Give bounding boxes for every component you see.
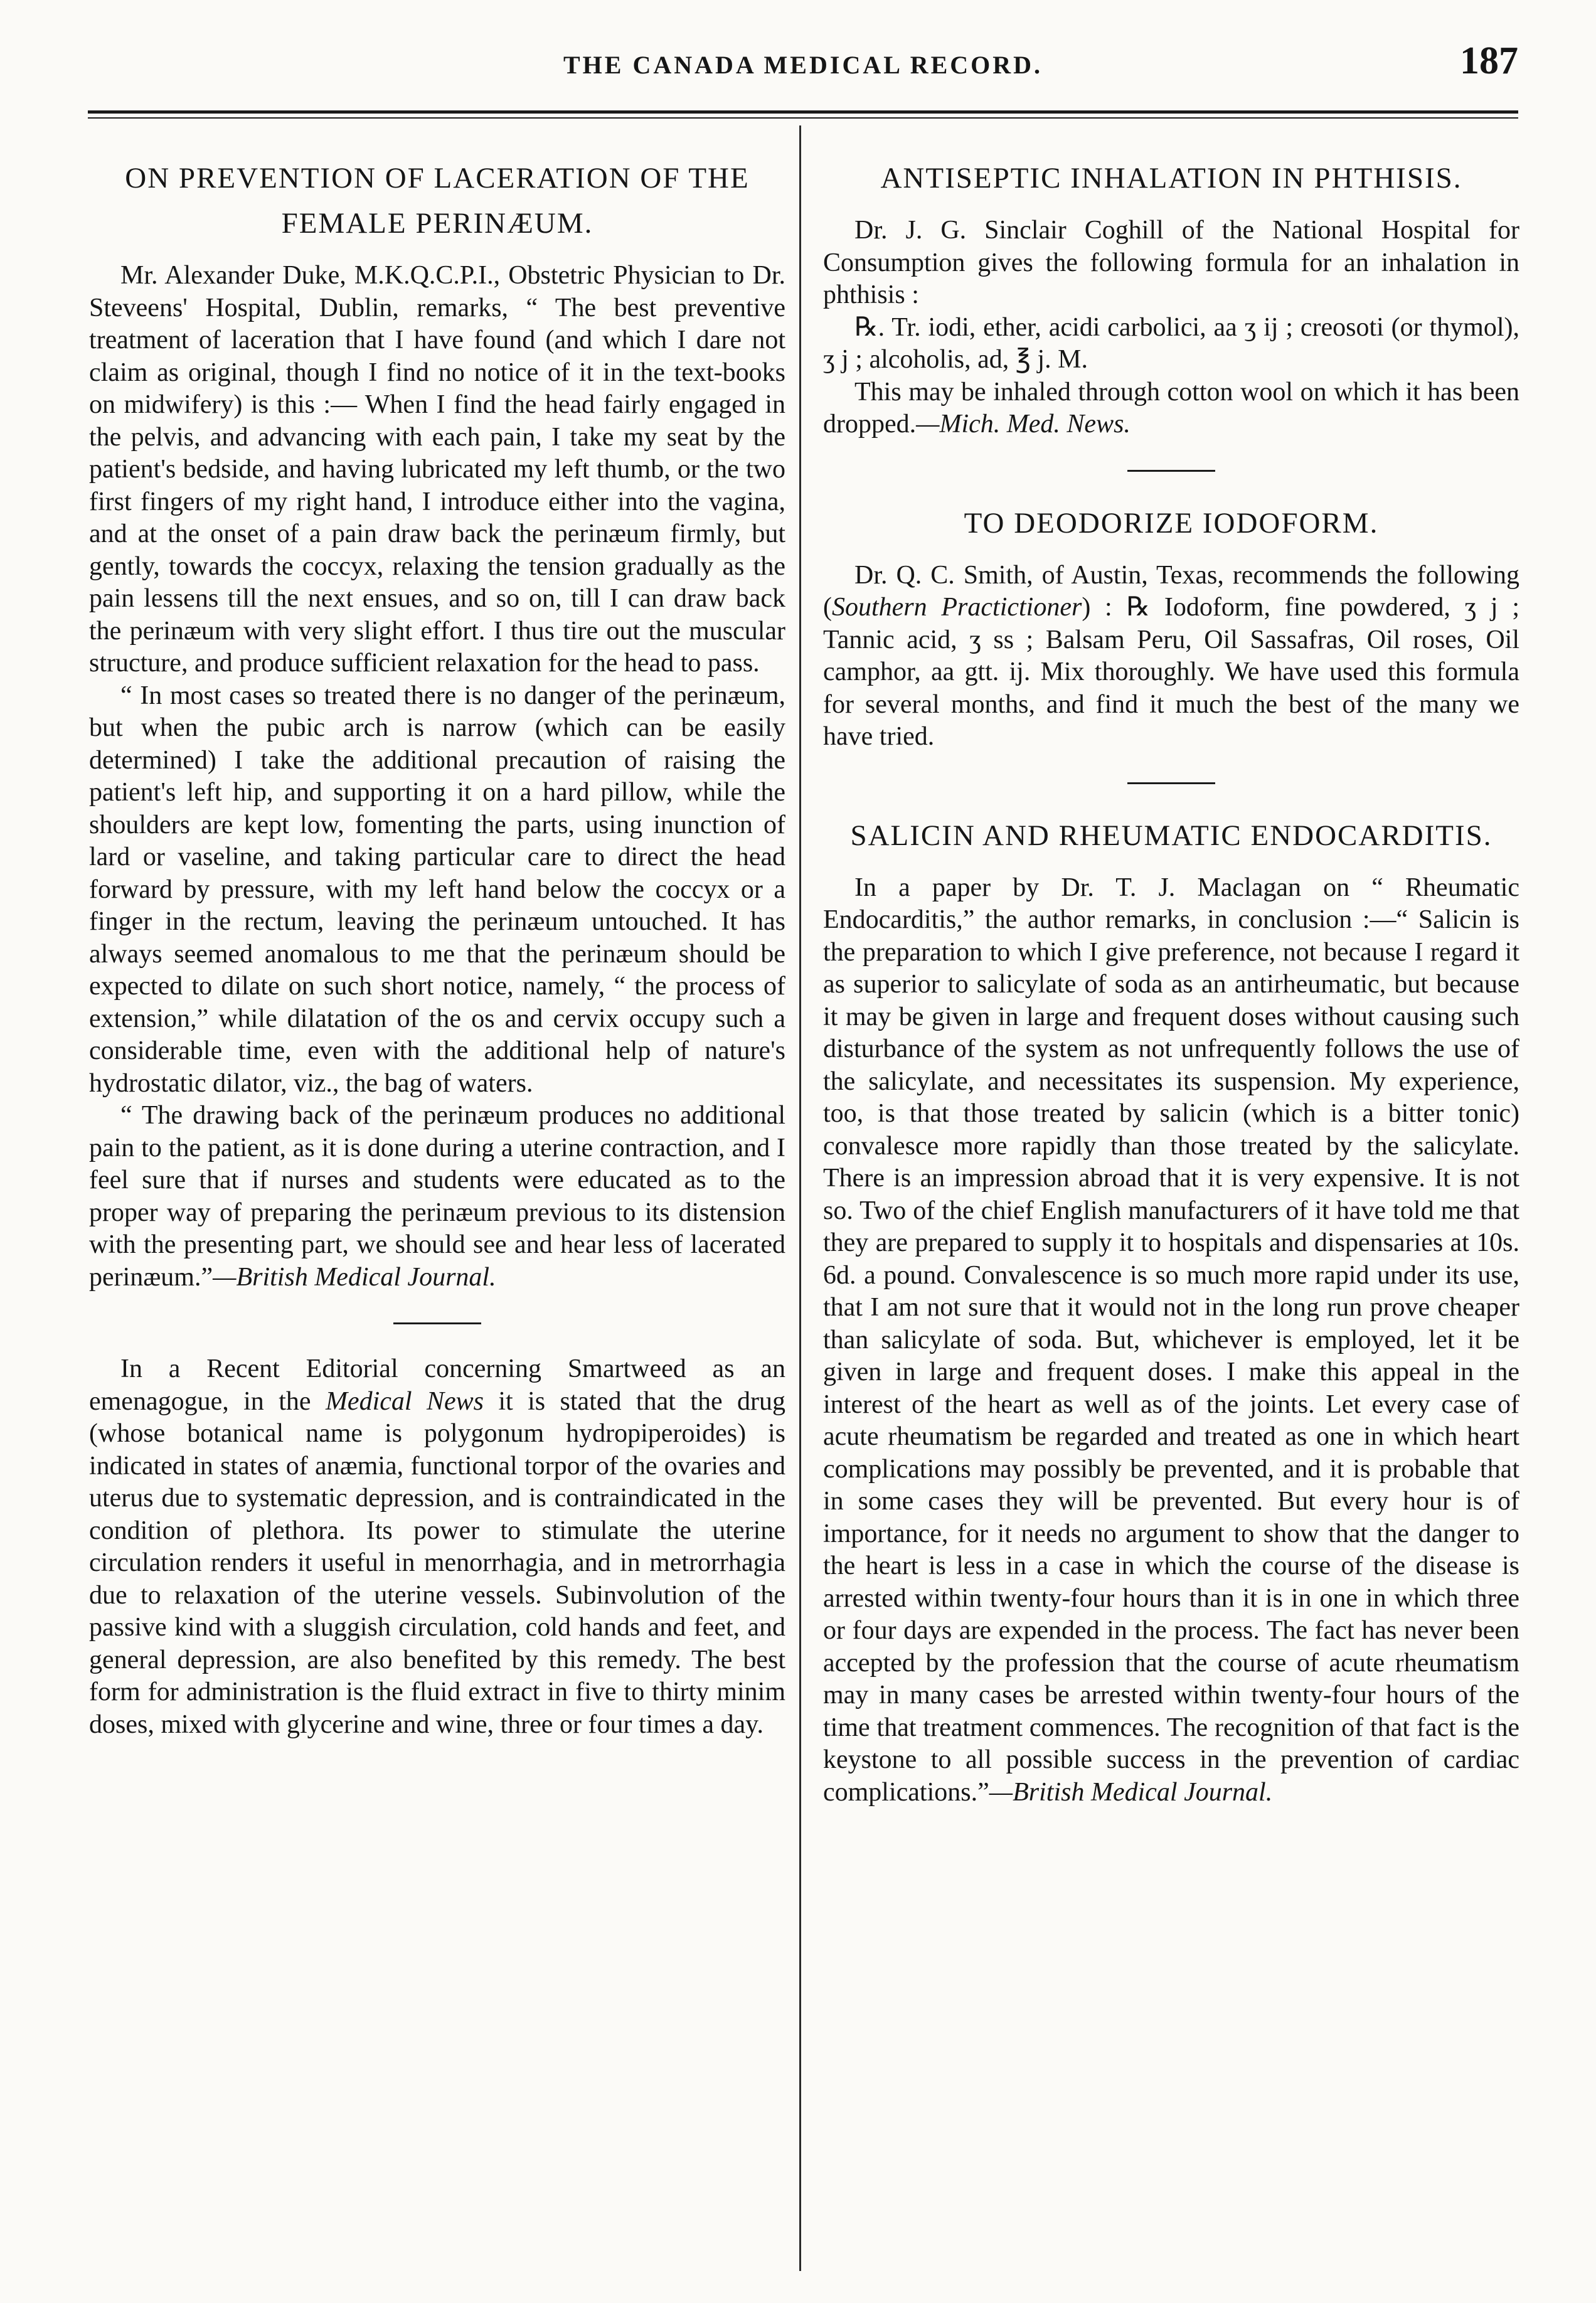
- article-title: ANTISEPTIC INHALATION IN PHTHISIS.: [880, 162, 1462, 194]
- article-paragraph: “ In most cases so treated there is no danger of the perinæum, but when the pubic arch is narrow (which can be easily determined) I take the additional precaution of raising the patient's left hip, and supporting it on a hard pillow, while the shoulders are kept low, fomenting the parts, using inunction of lard or vaseline, and taking particular care to direct the head forward by pressure, with my left hand below the coccyx or a finger in the rectum, leaving the perinæum untouched. It has always seemed anomalous to me that the perinæum should be expected to dilate on such short notice, namely, “ the process of extension,” while dilatation of the os and cervix occupy such a considerable time, even with the additional help of nature's hydrostatic dilator, viz., the bag of waters.: [89, 681, 785, 1098]
- journal-title: THE CANADA MEDICAL RECORD.: [563, 51, 1043, 79]
- article-paragraph: [89, 1353, 785, 1741]
- article-smartweed: [89, 1353, 785, 1741]
- section-separator: [1127, 782, 1215, 784]
- article-title: ON PREVENTION OF LACERATION OF THE FEMALE PERINÆUM.: [125, 162, 750, 240]
- paragraph-text: In a paper by Dr. T. J. Maclagan on “ Rheumatic Endocarditis,” the author remarks, in conclusion :—“ Salicin is the preparation to which I give preference, not because I regard it as superior to salicylate of soda as an antirheumatic, but because it may be given in large and frequent doses without causing such disturbance of the system as not unfrequently follows the use of the salicylate, and necessitates its suspension. My experience, too, is that those treated by salicin (which is a bitter tonic) convalesce more rapidly than those treated by the salicylate. There is an impression abroad that it is very expensive. It is not so. Two of the chief English manufacturers of it have told me that they are prepared to supply it to hospitals and dispensaries at 10s. 6d. a pound. Convalescence is so much more rapid under its use, that I am not sure that it would not in the long run prove cheaper than salicylate of soda. But, whichever is employed, let it be given in large and frequent doses. I make this appeal in the interest of the heart as well as of the joints. Let every case of acute rheumatism be regarded and treated as one in which heart complications may possibly be prevented, and it is probable that in some cases they will be prevented. But every hour is of importance, for it needs no argument to show that the danger to the heart is less in a case in which the course of the disease is arrested within twenty-four hours than it is in one in which three or four days are expended in the process. The fact has never been accepted by the profession that the course of acute rheumatism may in many cases be arrested within twenty-four hours of the time that treatment commences. The recognition of that fact is the keystone to all possible success in the prevention of cardiac complications.”: [823, 873, 1519, 1807]
- article-deodorize-iodoform: [823, 501, 1519, 753]
- paragraph-text: ) : ℞ Iodoform, fine powdered, ʒ j ; Tannic acid, ʒ ss ; Balsam Peru, Oil Sassafras, Oil roses, Oil camphor, aa gtt. ij. Mix thoroughly. We have used this formula for several months, and find it much the best of the many we have tried.: [823, 593, 1520, 751]
- source-citation: Southern Practictioner: [832, 593, 1082, 622]
- source-citation: —British Medical Journal.: [989, 1777, 1273, 1807]
- running-head: [88, 36, 1518, 105]
- article-paragraph: Dr. J. G. Sinclair Coghill of the National Hospital for Consumption gives the following formula for an inhalation in phthisis :: [823, 216, 1519, 309]
- article-paragraph: [89, 1100, 785, 1294]
- article-antiseptic-inhalation: [823, 156, 1519, 441]
- page-number: 187: [1460, 40, 1518, 82]
- column-divider: [799, 125, 801, 2271]
- source-citation: Medical News: [325, 1386, 484, 1416]
- paragraph-text: “ The drawing back of the perinæum produces no additional pain to the patient, as it is done during a uterine contraction, and I feel sure that if nurses and students were educated as to the proper way of preparing the perinæum previous to its distension with the presenting part, we should see and hear less of lacerated perinæum.”: [89, 1101, 785, 1292]
- article-title: TO DEODORIZE IODOFORM.: [964, 506, 1379, 540]
- section-separator: [393, 1322, 481, 1324]
- article-paragraph: [823, 376, 1519, 441]
- source-citation: —British Medical Journal.: [213, 1262, 496, 1292]
- right-column: [823, 156, 1519, 1809]
- prescription-formula: ℞. Tr. iodi, ether, acidi carbolici, aa ʒ ij ; creosoti (or thymol), ʒ j ; alcoholis, ad, ℥ j. M.: [823, 312, 1519, 374]
- section-separator: [1127, 470, 1215, 472]
- paragraph-text: it is stated that the drug (whose botanical name is polygonum hydropiperoides) is indicated in states of anæmia, functional torpor of the ovaries and uterus due to systematic depression, and is contraindicated in the condition of plethora. Its power to stimulate the uterine circulation renders it useful in menorrhagia, and in metrorrhagia due to relaxation of the uterine vessels. Subinvolution of the passive kind with a sluggish circulation, cold hands and feet, and general depression, are also benefited by this remedy. The best form for administration is the fluid extract in five to thirty minim doses, mixed with glycerine and wine, three or four times a day.: [89, 1386, 785, 1739]
- left-column: [89, 156, 785, 1741]
- paragraph-text: This may be inhaled through cotton wool on which it has been dropped.: [823, 377, 1519, 439]
- article-paragraph: Mr. Alexander Duke, M.K.Q.C.P.I., Obstetric Physician to Dr. Steveens' Hospital, Dublin, remarks, “ The best preventive treatment of laceration that I have found (and which I dare not claim as original, though I find no notice of it in the text-books on midwifery) is this :— When I find the head fairly engaged in the pelvis, and advancing with each pain, I take my seat by the patient's bedside, and having lubricated my left thumb, or the two first fingers of my right hand, I introduce either into the vagina, and at the onset of a pain draw back the perinæum firmly, but gently, towards the coccyx, relaxing the tension gradually as the pain lessens till the next ensues, and so on, till I can draw back the perinæum with very slight effort. I thus tire out the muscular structure, and produce sufficient relaxation for the head to pass.: [89, 261, 785, 678]
- source-citation: —Mich. Med. News.: [916, 410, 1130, 439]
- header-rule-thin: [88, 117, 1518, 119]
- header-rule-thick: [88, 110, 1518, 114]
- article-paragraph: [823, 872, 1519, 1809]
- paragraph-text: In a Recent Editorial concerning Smartweed as an emenagogue, in the: [89, 1354, 785, 1416]
- article-title: SALICIN AND RHEUMATIC ENDOCARDITIS.: [850, 819, 1492, 852]
- article-perineum: [89, 156, 785, 1294]
- article-salicin: [823, 813, 1519, 1809]
- paragraph-text: Dr. Q. C. Smith, of Austin, Texas, recommends the following (: [823, 560, 1519, 622]
- article-paragraph: [823, 560, 1519, 753]
